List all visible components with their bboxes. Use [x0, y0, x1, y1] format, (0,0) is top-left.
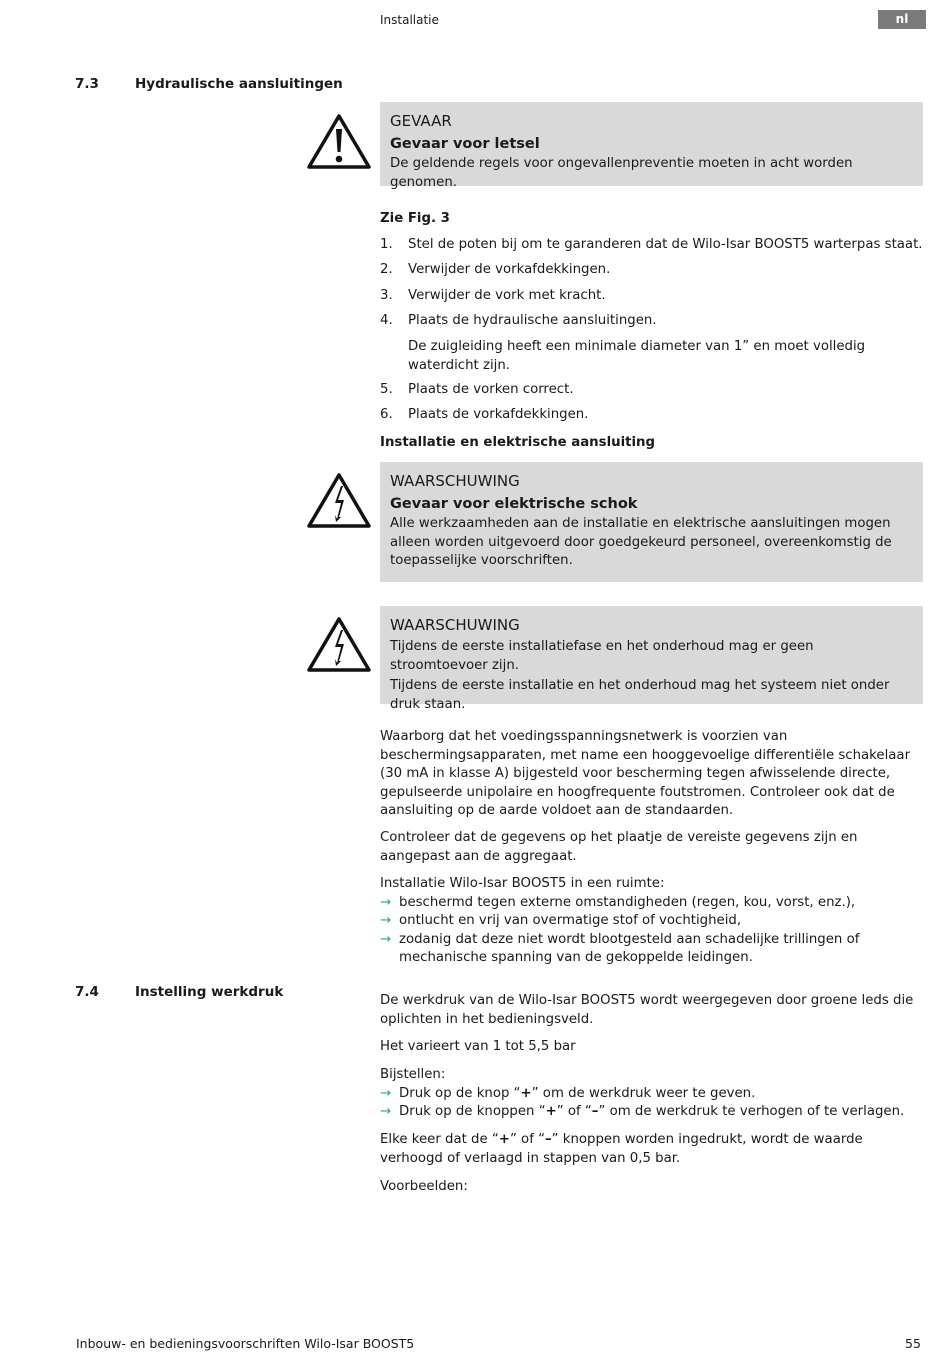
section-number-7-3: 7.3: [75, 76, 99, 92]
adjust-intro: Bijstellen:: [380, 1067, 446, 1082]
bullet-text-post: ” om de werkdruk te verhogen of te verlagen.: [598, 1104, 905, 1119]
hazard-text: De geldende regels voor ongevallenpreventie moeten in acht worden genomen.: [390, 156, 853, 190]
step-text: Plaats de vorken correct.: [408, 382, 574, 397]
electric-shock-warning-icon: [306, 471, 372, 529]
text-post: ” knoppen worden ingedrukt, wordt de waarde verhoogd of verlaagd in stappen van 0,5 bar.: [380, 1132, 863, 1166]
paragraph-check-data: Controleer dat de gegevens op het plaatje de vereiste gegevens zijn en aangepast aan de aggregaat.: [380, 830, 858, 864]
step-number: 6.: [380, 407, 393, 422]
arrow-right-icon: →: [380, 1104, 392, 1119]
step-number: 1.: [380, 237, 393, 252]
exclamation-warning-icon: [306, 112, 372, 170]
bullet-text: zodanig dat deze niet wordt blootgesteld aan schadelijke trillingen of mechanische spanning van de gekoppelde leidingen.: [399, 931, 860, 965]
footer-document-title: Inbouw- en bedieningsvoorschriften Wilo-Isar BOOST5: [76, 1336, 415, 1351]
step-text: Verwijder de vork met kracht.: [408, 288, 606, 303]
signal-word: GEVAAR: [390, 112, 452, 130]
list-item: [380, 931, 923, 968]
plus-key: +: [498, 1132, 510, 1147]
paragraph-each-press: [380, 1131, 923, 1168]
footer-page-number: 55: [905, 1336, 921, 1351]
warning-line: Tijdens de eerste installatie en het onderhoud mag het systeem niet onder druk staan.: [390, 678, 890, 712]
plus-key: +: [545, 1104, 557, 1119]
text-mid: ” of “: [509, 1132, 545, 1147]
step-text: Stel de poten bij om te garanderen dat de Wilo-Isar BOOST5 warterpas staat.: [408, 237, 923, 252]
list-item: [380, 1103, 923, 1122]
section-number-7-4: 7.4: [75, 984, 99, 1000]
bullet-text: beschermd tegen externe omstandigheden (regen, kou, vorst, enz.),: [399, 894, 856, 910]
step-number: 5.: [380, 382, 393, 397]
arrow-right-icon: →: [380, 1085, 392, 1101]
step-text: Plaats de hydraulische aansluitingen.: [408, 313, 657, 328]
figure-reference: Zie Fig. 3: [380, 211, 450, 226]
plus-key: +: [520, 1085, 532, 1101]
hazard-text: Alle werkzaamheden aan de installatie en elektrische aansluitingen mogen alleen worden uitgevoerd door goedgekeurd personeel, overeenkomstig de toepasselijke voorschriften.: [390, 516, 892, 568]
step-number: 3.: [380, 288, 393, 303]
step-text: Verwijder de vorkafdekkingen.: [408, 262, 611, 277]
warning-line: Tijdens de eerste installatiefase en het onderhoud mag er geen stroomtoevoer zijn.: [390, 639, 814, 673]
minus-key: –: [545, 1132, 552, 1147]
bullet-text-pre: Druk op de knoppen “: [399, 1104, 546, 1119]
list-item: [380, 894, 923, 913]
step-number: 4.: [380, 313, 393, 328]
arrow-right-icon: →: [380, 894, 392, 910]
section-title-hydraulic: Hydraulische aansluitingen: [135, 76, 343, 92]
hazard-title: Gevaar voor letsel: [390, 136, 540, 152]
warning-box-electric-shock: [380, 462, 923, 582]
bullet-text-pre: Druk op de knop “: [399, 1085, 521, 1101]
step-text: Plaats de vorkafdekkingen.: [408, 407, 589, 422]
language-badge: nl: [878, 10, 926, 29]
electric-shock-warning-icon: [306, 615, 372, 673]
paragraph-range: Het varieert van 1 tot 5,5 bar: [380, 1039, 576, 1054]
list-item: [380, 912, 923, 931]
signal-word: WAARSCHUWING: [390, 472, 520, 490]
install-room-intro: Installatie Wilo-Isar BOOST5 in een ruimte:: [380, 876, 665, 891]
step-note: De zuigleiding heeft een minimale diameter van 1” en moet volledig waterdicht zijn.: [408, 339, 866, 373]
bullet-text-post: ” om de werkdruk weer te geven.: [531, 1085, 756, 1101]
hazard-title: Gevaar voor elektrische schok: [390, 496, 638, 512]
minus-key: –: [591, 1104, 599, 1119]
paragraph-examples: Voorbeelden:: [380, 1179, 468, 1194]
arrow-right-icon: →: [380, 931, 392, 947]
warning-box-no-power: [380, 606, 923, 712]
danger-box: [380, 102, 923, 190]
step-number: 2.: [380, 262, 393, 277]
section-title-pressure: Instelling werkdruk: [135, 984, 284, 1000]
header-title: Installatie: [380, 13, 439, 27]
signal-word: WAARSCHUWING: [390, 616, 520, 634]
arrow-right-icon: →: [380, 913, 392, 928]
text-pre: Elke keer dat de “: [380, 1132, 499, 1147]
list-item: [380, 1085, 923, 1104]
adjust-block: [380, 1066, 923, 1122]
paragraph-protection: Waarborg dat het voedingsspanningsnetwerk is voorzien van beschermingsapparaten, met name een hooggevoelige differentiële schakelaar (30 mA in klasse A) bijgesteld voor bescherming tegen afwisselende directe, gepulseerde unipolaire en hoogfrequente foutstromen. Controleer ook dat de aansluiting op de aarde voldoet aan de standaarden.: [380, 729, 911, 818]
bullet-text-mid: ” of “: [556, 1104, 592, 1119]
subheading-electrical: Installatie en elektrische aansluiting: [380, 435, 656, 450]
paragraph-pressure: De werkdruk van de Wilo-Isar BOOST5 wordt weergegeven door groene leds die oplichten in het bedieningsveld.: [380, 993, 914, 1027]
bullet-text: ontlucht en vrij van overmatige stof of vochtigheid,: [399, 913, 742, 928]
install-room-block: [380, 875, 923, 968]
